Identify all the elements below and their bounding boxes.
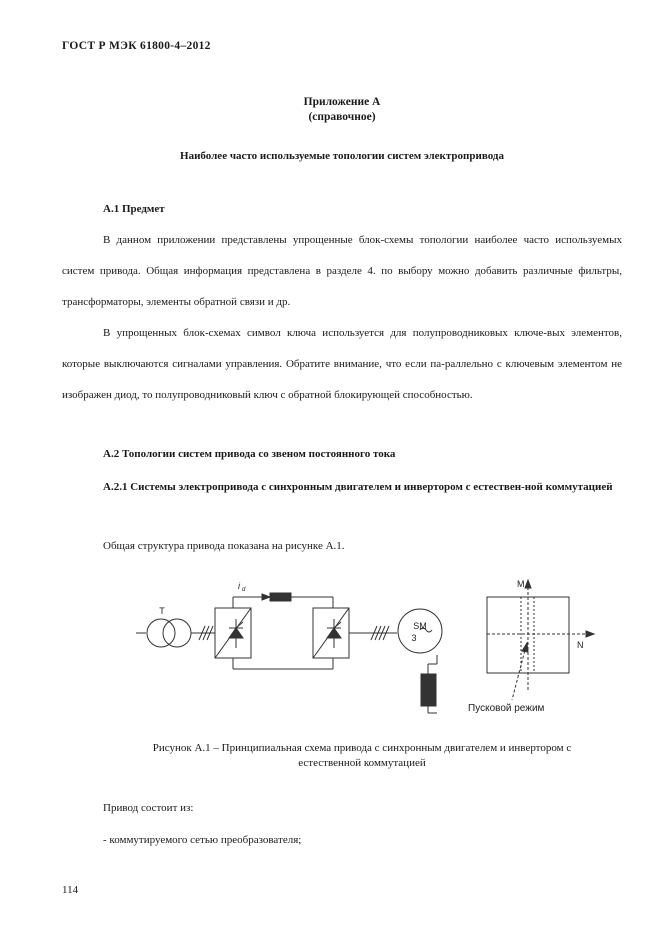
figure-caption — [62, 741, 661, 771]
section-a21-title-text: А.2.1 Системы электропривода с синхронным двигателем и инвертором с естествен-ной коммутацией — [103, 481, 613, 493]
current-label: i — [238, 581, 240, 591]
paragraph-a1-1 — [62, 225, 622, 318]
start-mode-label: Пусковой режим — [468, 703, 545, 714]
figure-caption-line-2: естественной коммутацией — [298, 757, 426, 769]
section-a21-title — [62, 472, 622, 503]
section-a2-title: А.2 Топологии систем привода со звеном постоянного тока — [103, 448, 396, 460]
page-number: 114 — [62, 884, 79, 896]
transformer-symbol — [147, 619, 191, 647]
appendix-heading: Наиболее часто используемые топологии систем электропривода — [180, 150, 504, 162]
drive-schematic-figure — [0, 570, 661, 720]
excitation-winding — [421, 674, 436, 706]
motor-label: SM — [413, 621, 427, 631]
synchronous-motor — [398, 609, 442, 653]
section-a1-title: А.1 Предмет — [103, 203, 165, 215]
appendix-title: Приложение А — [303, 96, 381, 108]
paragraph-a1-2 — [62, 318, 622, 411]
dc-choke — [270, 593, 291, 601]
figure-caption-line-1: Рисунок А.1 – Принципиальная схема привода с синхронным двигателем и инвертором с — [152, 742, 572, 754]
transformer-label: T — [159, 606, 165, 616]
paragraph-a21-1: Общая структура привода показана на рисунке А.1. — [103, 540, 345, 552]
paragraph-a1-1-text: В данном приложении представлены упрощенные блок-схемы топологии наиболее часто используемых систем привода. Общая информация представлена в разделе 4. по выбору можно добавить различные фильтры, трансформаторы, элементы обратной связи и др. — [62, 234, 622, 308]
drive-consists-text: Привод состоит из: — [103, 802, 194, 814]
motor-phase-label: 3 — [411, 633, 417, 643]
axis-n-label: N — [577, 640, 584, 650]
appendix-subtitle: (справочное) — [308, 111, 376, 123]
document-header: ГОСТ Р МЭК 61800-4–2012 — [62, 40, 211, 52]
current-sub-label: d — [242, 587, 246, 593]
paragraph-a1-2-text: В упрощенных блок-схемах символ ключа используется для полупроводниковых ключе-вых элементов, которые выключаются сигналами управления. Обратите внимание, что если па-раллельно с ключевым элементом не изображен диод, то полупроводниковый ключ с обратной блокирующей способностью. — [62, 327, 622, 401]
axis-m-label: M — [517, 579, 525, 589]
list-item-converter: - коммутируемого сетью преобразователя; — [103, 834, 302, 846]
